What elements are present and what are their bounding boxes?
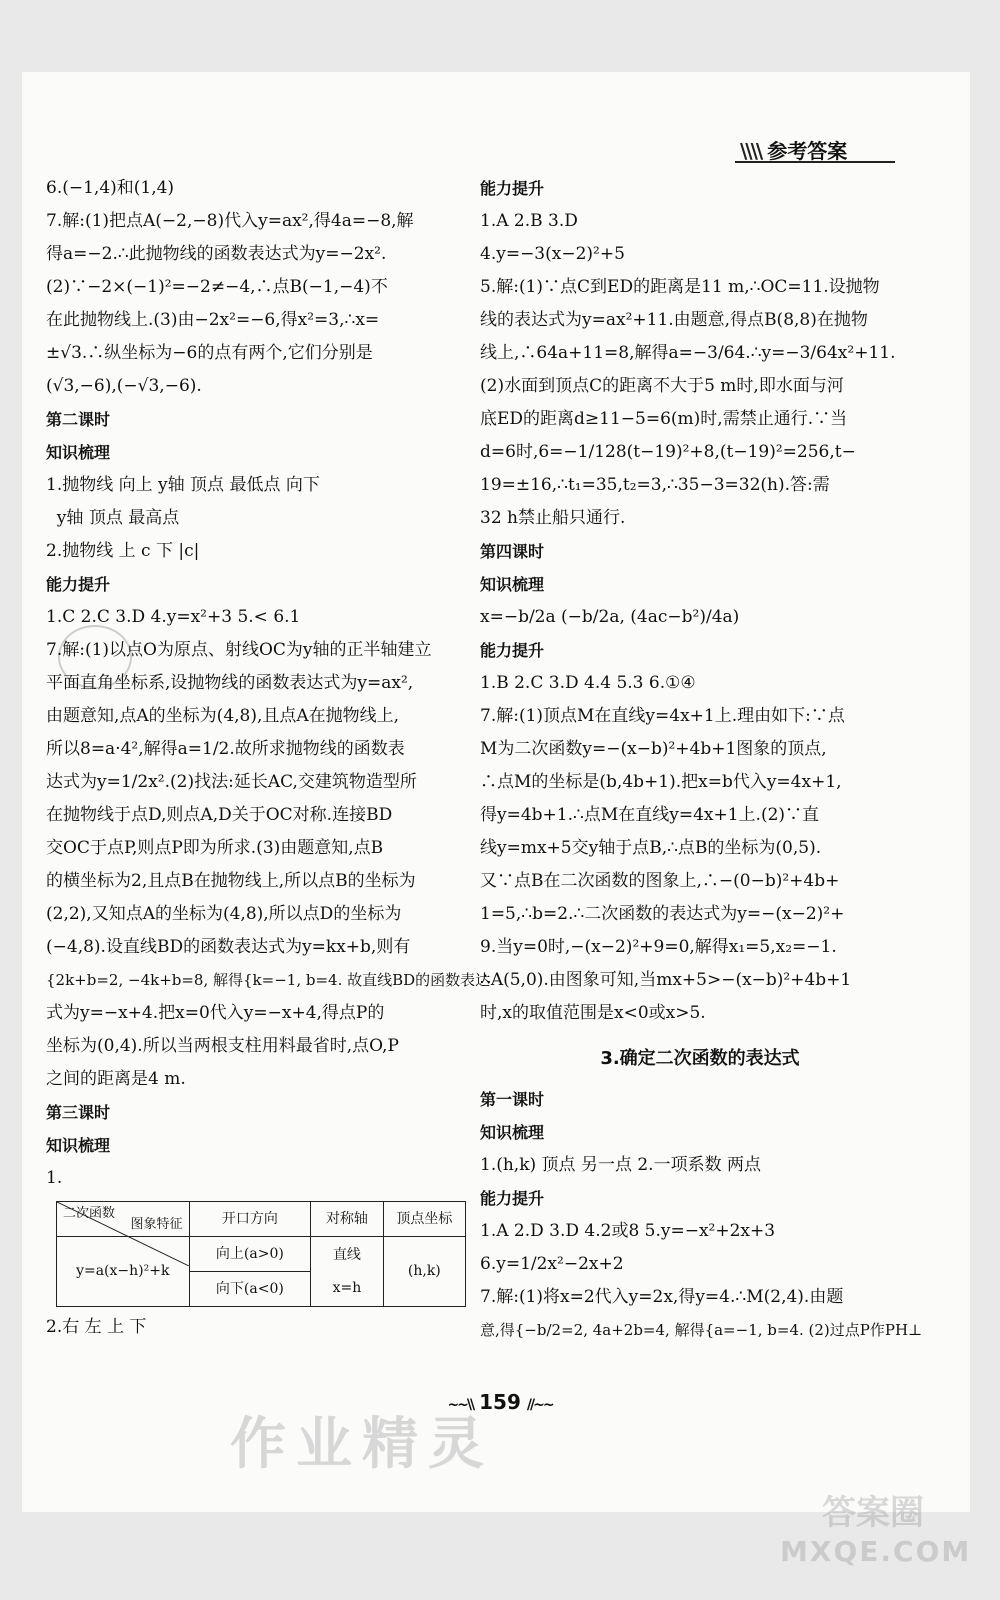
text-line: 交OC于点P,则点P即为所求.(3)由题意知,点B (46, 838, 384, 858)
text-line: {2k+b=2, −4k+b=8, 解得{k=−1, b=4. 故直线BD的函数表达 (46, 971, 491, 989)
subsection-heading: 知识梳理 (46, 1136, 111, 1155)
table-cell-vertex: (h,k) (383, 1237, 465, 1307)
header-rule (735, 161, 895, 163)
text-line: 线上,∴64a+11=8,解得a=−3/64.∴y=−3/64x²+11. (480, 343, 896, 363)
text-line: 1=5,∴b=2.∴二次函数的表达式为y=−(x−2)²+ (480, 904, 845, 924)
watermark-text: 作业精灵 (230, 1412, 494, 1477)
text-line: 之间的距离是4 m. (46, 1069, 186, 1089)
text-line: 所以8=a·4²,解得a=1/2.故所求抛物线的函数表 (46, 739, 405, 759)
section-heading: 第三课时 (46, 1103, 111, 1122)
subsection-heading: 知识梳理 (480, 1123, 545, 1142)
header-ornament: \\\\ (740, 139, 762, 163)
text-line: 1.A 2.B 3.D (480, 211, 578, 231)
header-title: 参考答案 (767, 139, 848, 163)
text-line: 1.抛物线 向上 y轴 顶点 最低点 向下 (46, 475, 320, 495)
text-line: 得y=4b+1.∴点M在直线y=4x+1上.(2)∵直 (480, 805, 820, 825)
table-cell-axis: 直线 x=h (311, 1237, 383, 1307)
text-line: (2,2),又知点A的坐标为(4,8),所以点D的坐标为 (46, 904, 402, 924)
text-line: 坐标为(0,4).所以当两根支柱用料最省时,点O,P (46, 1036, 399, 1056)
table-cell-open-up: 向上(a>0) (189, 1237, 311, 1272)
text-line: 在此抛物线上.(3)由−2x²=−6,得x²=3,∴x= (46, 310, 380, 330)
text-line: 2.抛物线 上 c 下 |c| (46, 541, 200, 561)
text-line: 9.当y=0时,−(x−2)²+9=0,解得x₁=5,x₂=−1. (480, 937, 837, 957)
text-line: 5.解:(1)∵点C到ED的距离是11 m,∴OC=11.设抛物 (480, 277, 880, 297)
section-heading: 第二课时 (46, 410, 111, 429)
text-line: 1.(h,k) 顶点 另一点 2.一项系数 两点 (480, 1155, 761, 1175)
page-header (740, 135, 847, 164)
text-line: 7.解:(1)将x=2代入y=2x,得y=4.∴M(2,4).由题 (480, 1287, 844, 1307)
section-heading: 第四课时 (480, 542, 545, 561)
subsection-heading: 能力提升 (46, 575, 111, 594)
table-header-vertex: 顶点坐标 (383, 1202, 465, 1237)
text-line: x=−b/2a (−b/2a, (4ac−b²)/4a) (480, 607, 740, 627)
text-line: 又∵点B在二次函数的图象上,∴−(0−b)²+4b+ (480, 871, 840, 891)
text-line: 7.解:(1)顶点M在直线y=4x+1上.理由如下:∵点 (480, 706, 845, 726)
text-line: 时,x的取值范围是x<0或x>5. (480, 1003, 706, 1023)
text-line: 意,得{−b/2=2, 4a+2b=4, 解得{a=−1, b=4. (2)过点P作PH⊥ (480, 1321, 923, 1339)
text-line: 6.(−1,4)和(1,4) (46, 178, 175, 198)
text-line: (−4,8).设直线BD的函数表达式为y=kx+b,则有 (46, 937, 411, 957)
table-diagonal-header (57, 1202, 190, 1237)
table-cell-function: y=a(x−h)²+k (57, 1237, 190, 1307)
page-number-text: 159 (479, 1390, 521, 1414)
text-line: 平面直角坐标系,设抛物线的函数表达式为y=ax², (46, 673, 414, 693)
page-ornament-right: //~~ (526, 1397, 553, 1413)
text-line: 达式为y=1/2x².(2)找法:延长AC,交建筑物造型所 (46, 772, 417, 792)
table-header-function: 二次函数 (63, 1206, 116, 1221)
text-line: 1.A 2.D 3.D 4.2或8 5.y=−x²+2x+3 (480, 1221, 776, 1241)
text-line: (√3,−6),(−√3,−6). (46, 376, 202, 396)
text-line: 线y=mx+5交y轴于点B,∴点B的坐标为(0,5). (480, 838, 822, 858)
subsection-heading: 知识梳理 (46, 443, 111, 462)
text-line: (2)∵−2×(−1)²=−2≠−4,∴点B(−1,−4)不 (46, 277, 388, 297)
table-cell-open-down: 向下(a<0) (189, 1272, 311, 1307)
feature-table (56, 1201, 466, 1307)
text-line: 由题意知,点A的坐标为(4,8),且点A在抛物线上, (46, 706, 400, 726)
text-line: y轴 顶点 最高点 (46, 508, 180, 528)
text-line: 2.右 左 上 下 (46, 1317, 147, 1337)
left-column (46, 172, 491, 1344)
text-line: 1.C 2.C 3.D 4.y=x²+3 5.< 6.1 (46, 607, 301, 627)
text-line: 7.解:(1)以点O为原点、射线OC为y轴的正半轴建立 (46, 640, 432, 660)
text-line: 6.y=1/2x²−2x+2 (480, 1254, 624, 1274)
chapter-title: 3.确定二次函数的表达式 (600, 1048, 800, 1069)
text-line: M为二次函数y=−(x−b)²+4b+1图象的顶点, (480, 739, 827, 759)
text-line: d=6时,6=−1/128(t−19)²+8,(t−19)²=256,t− (480, 442, 856, 462)
subsection-heading: 知识梳理 (480, 575, 545, 594)
text-line: (2)水面到顶点C的距离不大于5 m时,即水面与河 (480, 376, 844, 396)
subsection-heading: 能力提升 (480, 179, 545, 198)
text-line: 在抛物线于点D,则点A,D关于OC对称.连接BD (46, 805, 393, 825)
text-line: 式为y=−x+4.把x=0代入y=−x+4,得点P的 (46, 1003, 385, 1023)
text-line: ±√3.∴纵坐标为−6的点有两个,它们分别是 (46, 343, 373, 363)
table-header-feature: 图象特征 (130, 1217, 183, 1232)
text-line: 4.y=−3(x−2)²+5 (480, 244, 625, 264)
right-column (480, 172, 923, 1347)
subsection-heading: 能力提升 (480, 641, 545, 660)
text-line: 的横坐标为2,且点B在抛物线上,所以点B的坐标为 (46, 871, 416, 891)
text-line: 线的表达式为y=ax²+11.由题意,得点B(8,8)在抛物 (480, 310, 868, 330)
text-line: ∴A(5,0).由图象可知,当mx+5>−(x−b)²+4b+1 (480, 970, 852, 990)
text-line: 得a=−2.∴此抛物线的函数表达式为y=−2x². (46, 244, 387, 264)
text-line: 1. (46, 1168, 63, 1188)
text-line: 19=±16,∴t₁=35,t₂=3,∴35−3=32(h).答:需 (480, 475, 830, 495)
text-line: 底ED的距离d≥11−5=6(m)时,需禁止通行.∵当 (480, 409, 848, 429)
text-line: ∴点M的坐标是(b,4b+1).把x=b代入y=4x+1, (480, 772, 842, 792)
text-line: 7.解:(1)把点A(−2,−8)代入y=ax²,得4a=−8,解 (46, 211, 414, 231)
page-ornament-left: ~~\\ (447, 1397, 474, 1413)
section-heading: 第一课时 (480, 1090, 545, 1109)
text-line: 32 h禁止船只通行. (480, 508, 626, 528)
table-header-open: 开口方向 (189, 1202, 311, 1237)
watermark-logo: 答案圈 (822, 1493, 924, 1533)
text-line: 1.B 2.C 3.D 4.4 5.3 6.①④ (480, 673, 696, 693)
watermark-site: MXQE.COM (780, 1535, 972, 1568)
subsection-heading: 能力提升 (480, 1189, 545, 1208)
table-header-axis: 对称轴 (311, 1202, 383, 1237)
